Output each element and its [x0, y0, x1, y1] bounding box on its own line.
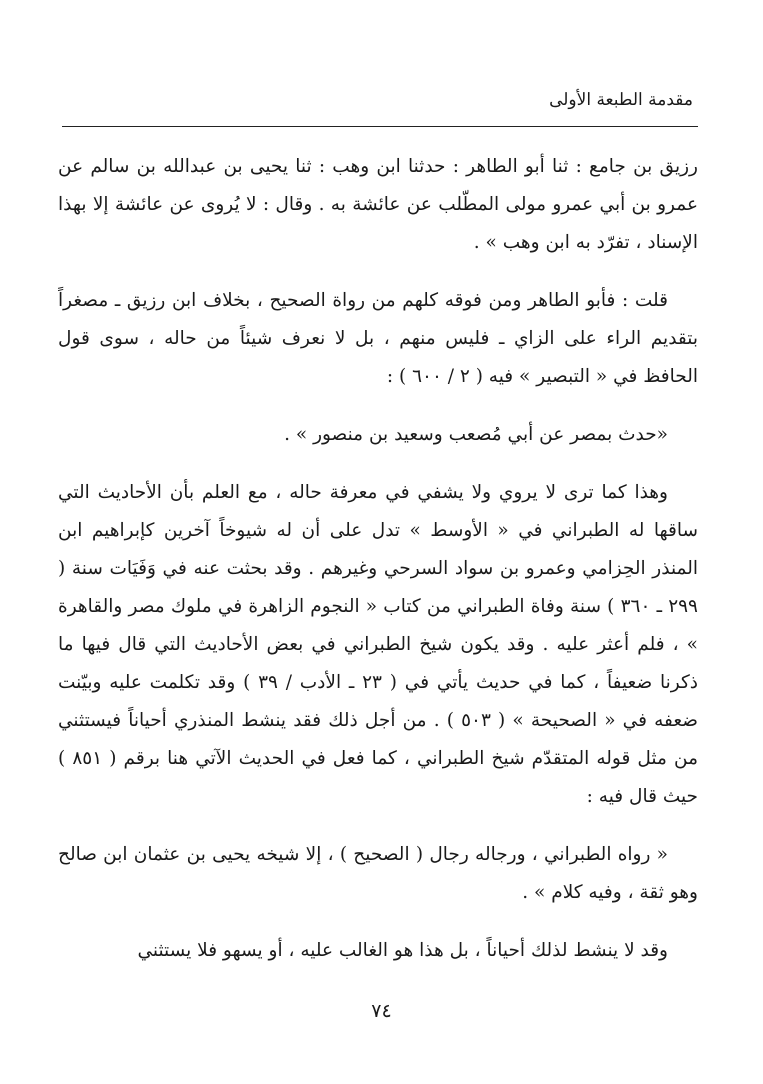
- paragraph-commentary: قلت : فأبو الطاهر ومن فوقه كلهم من رواة الصحيح ، بخلاف ابن رزيق ـ مصغراً بتقديم الراء على الزاي ـ فليس منهم ، بل لا نعرف شيئاً من حاله ، سوى قول الحافظ في « التبصير » فيه ( ٢ / ٦٠٠ ) :: [58, 290, 698, 387]
- paragraph-quote-tabsir: «حدث بمصر عن أبي مُصعب وسعيد بن منصور » .: [284, 424, 668, 445]
- running-header: مقدمة الطبعة الأولى: [549, 90, 693, 110]
- paragraph-discussion: وهذا كما ترى لا يروي ولا يشفي في معرفة حاله ، مع العلم بأن الأحاديث التي ساقها له الطبراني في « الأوسط » تدل على أن له شيوخاً آخرين كإبراهيم ابن المنذر الحِزامي وعمرو بن سواد السرحي وغيرهم . وقد بحثت عنه في وَفَيَات سنة ( ٢٩٩ ـ ٣٦٠ ) سنة وفاة الطبراني من كتاب « النجوم الزاهرة في ملوك مصر والقاهرة » ، فلم أعثر عليه . وقد يكون شيخ الطبراني في بعض الأحاديث التي قال فيها ما ذكرنا ضعيفاً ، كما في حديث يأتي في ( ٢٣ ـ الأدب / ٣٩ ) وقد تكلمت عليه وبيّنت ضعفه في « الصحيحة » ( ٥٠٣ ) . من أجل ذلك فقد ينشط المنذري أحياناً فيستثني من مثل قوله المتقدّم شيخ الطبراني ، كما فعل في الحديث الآتي هنا برقم ( ٨٥١ ) حيث قال فيه :: [58, 482, 698, 807]
- body-text: [58, 148, 698, 990]
- page-number: ٧٤: [371, 1000, 392, 1022]
- header-rule: [62, 126, 698, 127]
- paragraph-continuation: وقد لا ينشط لذلك أحياناً ، بل هذا هو الغالب عليه ، أو يسهو فلا يستثني: [137, 940, 668, 961]
- paragraph-hadith-chain: رزيق بن جامع : ثنا أبو الطاهر : حدثنا ابن وهب : ثنا يحيى بن عبدالله بن سالم عن عمرو بن أبي عمرو مولى المطّلب عن عائشة به . وقال : لا يُروى عن عائشة إلا بهذا الإسناد ، تفرّد به ابن وهب » .: [58, 156, 698, 253]
- paragraph-quote-tabarani: « رواه الطبراني ، ورجاله رجال ( الصحيح ) ، إلا شيخه يحيى بن عثمان ابن صالح وهو ثقة ، وفيه كلام » .: [58, 844, 698, 903]
